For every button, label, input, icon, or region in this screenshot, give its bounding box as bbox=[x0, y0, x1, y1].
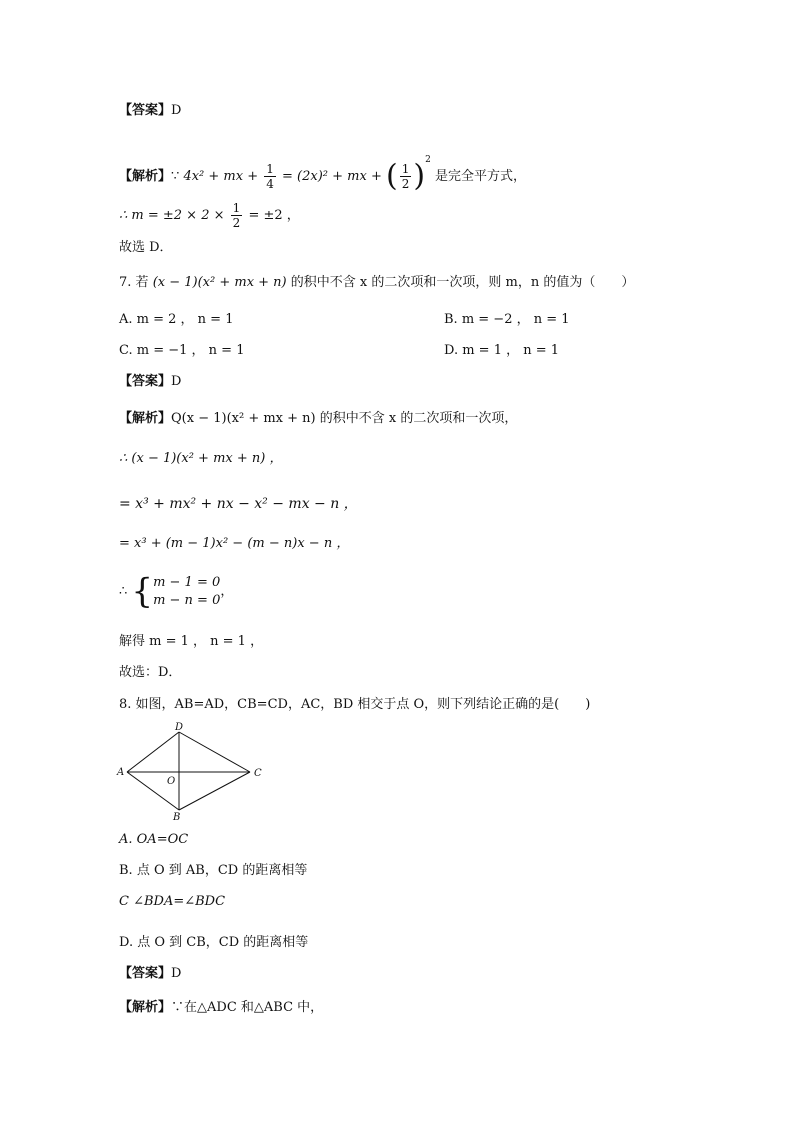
q6-conclusion: 故选 D． bbox=[119, 240, 173, 255]
answer-tag: 【答案】 bbox=[119, 966, 172, 981]
q7-answer-line bbox=[119, 372, 181, 392]
segment-cb bbox=[179, 772, 250, 810]
q8-option-c: C ∠BDA=∠BDC bbox=[119, 894, 226, 909]
q7-step1: ∴ (x − 1)(x² + mx + n) ， bbox=[119, 451, 283, 466]
q7-option-d: D. m = 1 ， n = 1 bbox=[444, 343, 560, 358]
analysis-tag: 【解析】 bbox=[119, 169, 172, 184]
equation-system bbox=[153, 574, 220, 610]
segment-dc bbox=[179, 732, 250, 772]
q7-stem bbox=[119, 273, 634, 293]
therefore-post: = ±2 ， bbox=[248, 208, 300, 223]
q8-analysis-line bbox=[119, 998, 323, 1018]
label-o: O bbox=[167, 776, 176, 787]
q7-conclusion: 故选：D． bbox=[119, 665, 182, 680]
q7-system bbox=[119, 572, 233, 612]
right-paren: ) bbox=[413, 158, 426, 194]
label-a: A bbox=[117, 767, 125, 778]
analysis-line1: Q(x − 1)(x² + mx + n) 的积中不含 x 的二次项和一次项， bbox=[171, 411, 518, 426]
left-brace: { bbox=[131, 571, 154, 612]
q8-kite-figure bbox=[115, 722, 275, 822]
label-c: C bbox=[254, 768, 262, 779]
answer-value: D bbox=[171, 103, 182, 118]
q7-stem-post: 的积中不含 x 的二次项和一次项，则 m，n 的值为（ ） bbox=[290, 275, 635, 290]
sys-eq-2: m − n = 0 bbox=[153, 592, 221, 608]
sys-eq-1: m − 1 = 0 bbox=[153, 574, 221, 590]
q7-stem-pre: 7. 若 bbox=[119, 275, 149, 290]
q8-option-b: B. 点 O 到 AB，CD 的距离相等 bbox=[119, 863, 308, 878]
eq-mid: = (2x)² + mx + bbox=[282, 169, 382, 184]
therefore-symbol: ∴ bbox=[119, 584, 128, 599]
segment-ad bbox=[127, 732, 179, 772]
square-exponent: 2 bbox=[425, 155, 431, 165]
eq-tail: 是完全平方式， bbox=[434, 169, 526, 184]
label-b: B bbox=[173, 812, 181, 822]
fraction-1-2b: $\frac{1}{2}$ bbox=[232, 201, 241, 230]
q7-step3: = x³ + (m − 1)x² − (m − n)x − n ， bbox=[119, 536, 350, 551]
eq-lhs: 4x² + mx + bbox=[183, 169, 259, 184]
answer-tag: 【答案】 bbox=[119, 103, 172, 118]
answer-value: D bbox=[171, 966, 182, 981]
q7-option-a: A. m = 2 ， n = 1 bbox=[119, 312, 234, 327]
therefore-pre: ∴ m = ±2 × 2 × bbox=[119, 208, 225, 223]
q7-step2: = x³ + mx² + nx − x² − mx − n ， bbox=[119, 496, 358, 512]
analysis-tag: 【解析】 bbox=[119, 1000, 172, 1015]
q7-solve: 解得 m = 1 ， n = 1 ， bbox=[119, 634, 264, 649]
answer-value: D bbox=[171, 374, 182, 389]
left-paren: ( bbox=[385, 158, 398, 194]
figure-lines bbox=[127, 732, 250, 810]
q7-analysis-line bbox=[119, 409, 517, 429]
analysis-tag: 【解析】 bbox=[119, 411, 172, 426]
q7-option-b: B. m = −2 ， n = 1 bbox=[444, 312, 570, 327]
fraction-1-4: $\frac{1}{4}$ bbox=[266, 162, 274, 191]
q8-stem: 8. 如图，AB=AD，CB=CD，AC，BD 相交于点 O，则下列结论正确的是( ) bbox=[119, 697, 591, 712]
answer-tag: 【答案】 bbox=[119, 374, 172, 389]
q8-option-d: D. 点 O 到 CB，CD 的距离相等 bbox=[119, 935, 309, 950]
q8-answer-line bbox=[119, 964, 181, 984]
fraction-1-2: $\frac{1}{2}$ bbox=[401, 162, 410, 191]
because-symbol: ∵ bbox=[171, 169, 180, 184]
q6-analysis-line bbox=[119, 138, 526, 199]
q7-stem-expr: (x − 1)(x² + mx + n) bbox=[152, 275, 287, 290]
label-d: D bbox=[175, 722, 184, 733]
q8-option-a: A. OA=OC bbox=[119, 832, 189, 847]
q6-therefore-line bbox=[119, 196, 300, 236]
q6-answer-line bbox=[119, 101, 181, 121]
sys-tail: ， bbox=[220, 584, 234, 599]
analysis-line1: ∵在△ADC 和△ABC 中， bbox=[171, 1000, 324, 1015]
q7-option-c: C. m = −1 ， n = 1 bbox=[119, 343, 245, 358]
